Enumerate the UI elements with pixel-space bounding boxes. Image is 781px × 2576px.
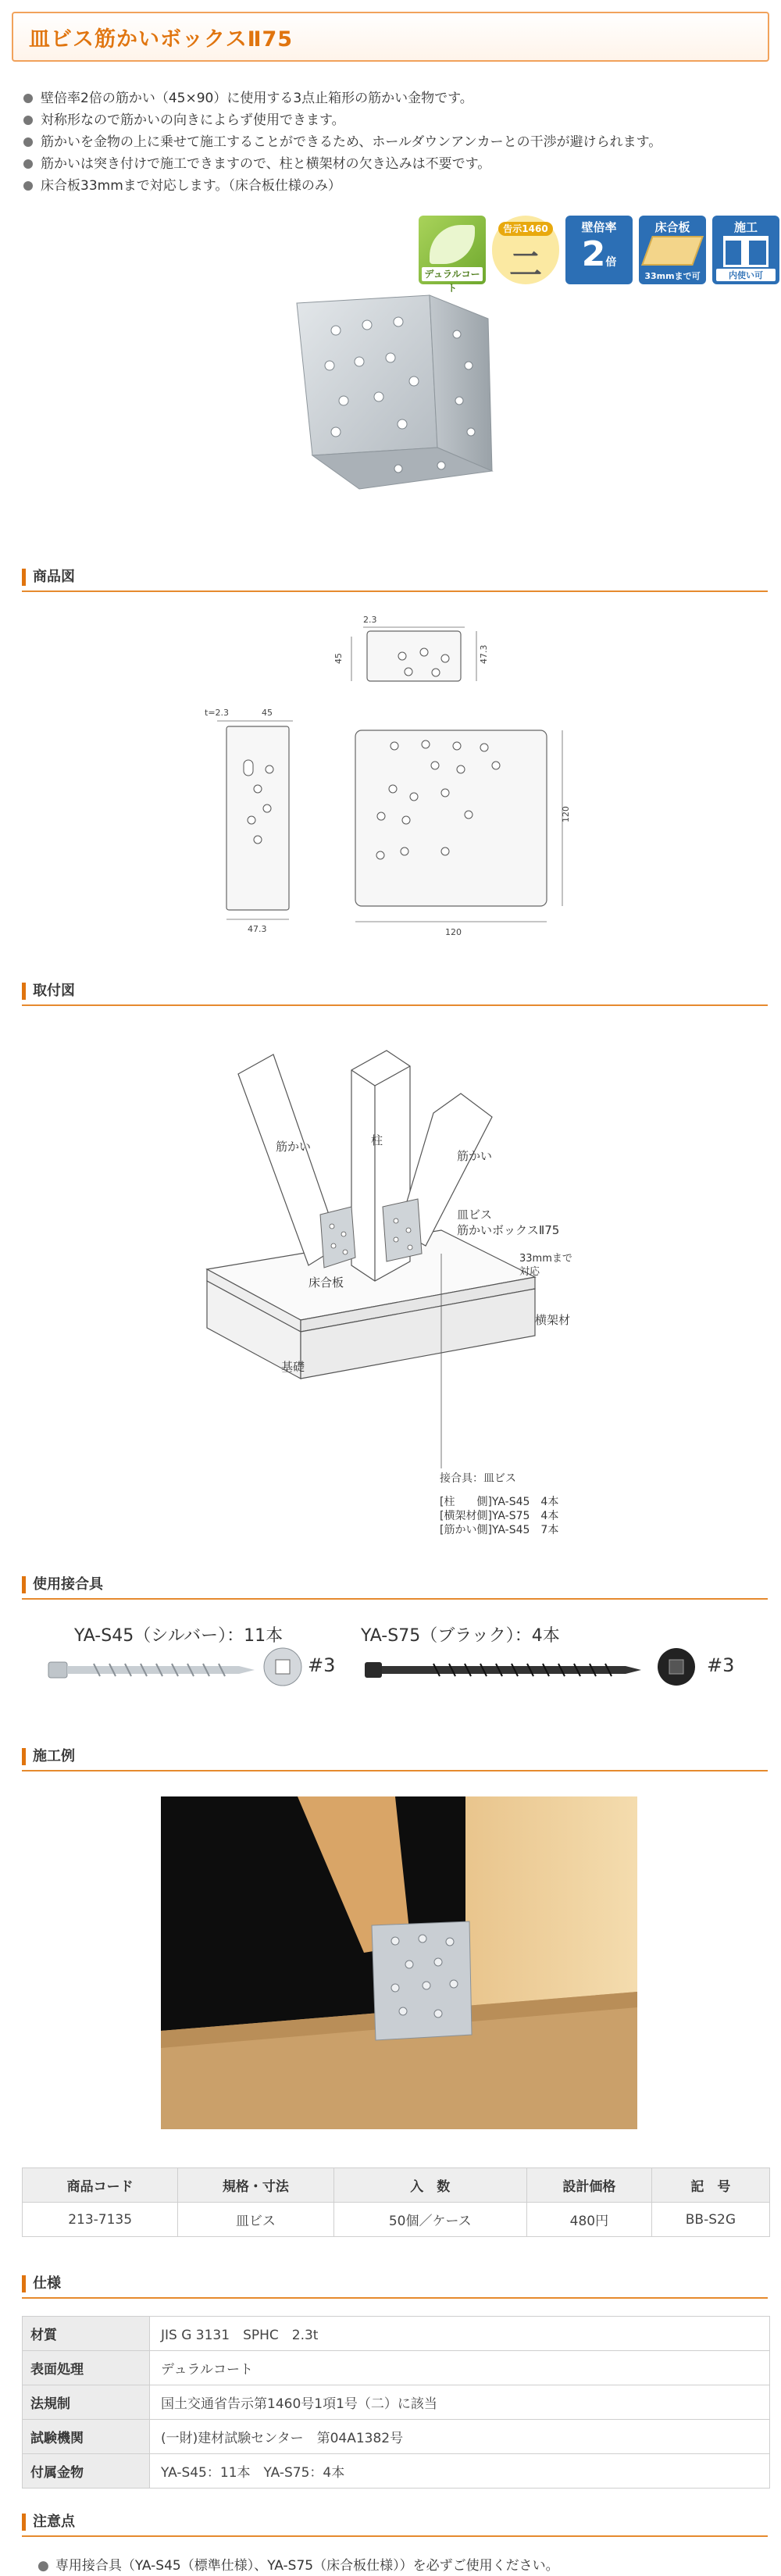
screw-black-label: YA-S75（ブラック）：4本 <box>361 1626 560 1646</box>
feature-badges <box>419 216 779 294</box>
badge-label: デュラルコート <box>422 267 483 281</box>
spec-value: JIS G 3131 SPHC 2.3t <box>150 2317 770 2351</box>
badge-label: 施工 <box>733 220 758 234</box>
table-row <box>23 2454 770 2489</box>
dim-side-thickness: t=2.3 <box>205 708 230 718</box>
screw-silver-head-icon <box>262 1647 303 1687</box>
frame-icon <box>723 236 769 267</box>
dim-front-width: 120 <box>445 927 462 937</box>
spec-label: 付属金物 <box>23 2454 150 2489</box>
feature-item: 対称形なので筋かいの向きによらず使用できます。 <box>22 109 756 131</box>
label-foundation: 基礎 <box>281 1360 305 1374</box>
spec-value: 国土交通省告示第1460号1項1号（二）に該当 <box>150 2385 770 2420</box>
table-row <box>23 2385 770 2420</box>
fastener-row: [筋かい側]YA-S45 7本 <box>440 1524 559 1536</box>
wall-ratio-badge <box>565 216 633 284</box>
dim-top-width: 47.3 <box>479 644 489 664</box>
badge-value <box>565 234 633 274</box>
spec-label: 表面処理 <box>23 2351 150 2385</box>
table-row <box>23 2317 770 2351</box>
table-row <box>23 2351 770 2385</box>
table-header: 設計価格 <box>526 2168 651 2203</box>
notice-1460-badge <box>492 216 559 284</box>
badge-label: 床合板 <box>654 220 690 234</box>
label-floor-note: 33mmまで <box>519 1253 572 1265</box>
spec-label: 材質 <box>23 2317 150 2351</box>
screw-black-head-icon <box>656 1647 697 1687</box>
screw-black-image <box>363 1654 644 1686</box>
product-drawing <box>187 605 609 957</box>
dim-side-top: 45 <box>262 708 273 718</box>
construction-photo <box>161 1796 637 2129</box>
badge-label: 告示1460 <box>498 222 553 236</box>
table-cell: 480円 <box>526 2203 651 2237</box>
label-brace-left: 筋かい <box>276 1140 312 1154</box>
section-header-drawing <box>22 562 768 592</box>
section-header-spec <box>22 2269 768 2299</box>
label-beam: 横架材 <box>535 1313 571 1327</box>
table-cell: BB-S2G <box>651 2203 769 2237</box>
title-bar <box>12 12 769 62</box>
table-row <box>23 2420 770 2454</box>
table-header: 規格・寸法 <box>178 2168 333 2203</box>
spec-label: 試験機関 <box>23 2420 150 2454</box>
section-header-install <box>22 976 768 1006</box>
section-title: 使用接合具 <box>33 1576 103 1593</box>
table-row <box>23 2203 770 2237</box>
badge-note: 33mmまで可 <box>644 271 701 281</box>
feature-item: 床合板33mmまで対応します。（床合板仕様のみ） <box>22 175 756 197</box>
badge-label: 壁倍率 <box>581 220 617 234</box>
section-title: 施工例 <box>33 1748 75 1764</box>
leaf-icon <box>430 225 475 264</box>
section-title: 仕様 <box>33 2275 61 2292</box>
spec-value: YA-S45：11本 YA-S75：4本 <box>150 2454 770 2489</box>
plywood-icon <box>641 236 704 266</box>
feature-item: 筋かいを金物の上に乗せて施工することができるため、ホールダウンアンカーとの干渉が避けられます。 <box>22 131 756 153</box>
section-header-example <box>22 1742 768 1771</box>
label-brace-right: 筋かい <box>457 1149 493 1163</box>
screw-silver-label: YA-S45（シルバー）：11本 <box>74 1626 284 1646</box>
badge-note: 内使い可 <box>716 269 776 281</box>
dural-coat-badge <box>419 216 486 294</box>
dim-top-height: 45 <box>333 653 344 664</box>
label-floor: 床合板 <box>308 1276 344 1290</box>
label-floor-note: 対応 <box>519 1266 540 1278</box>
feature-item: 筋かいは突き付けで施工できますので、柱と横架材の欠き込みは不要です。 <box>22 153 756 175</box>
table-cell: 213-7135 <box>23 2203 178 2237</box>
feature-list <box>22 87 756 197</box>
fastener-row: [横架材側]YA-S75 4本 <box>440 1510 559 1522</box>
table-header-row <box>23 2168 770 2203</box>
caution-text: ● 専用接合具（YA-S45（標準仕様）、YA-S75（床合板仕様））を必ずご使用ください。 <box>37 2554 559 2574</box>
fastener-row: [柱 側]YA-S45 4本 <box>440 1496 559 1508</box>
dim-front-height: 120 <box>561 806 571 822</box>
screw-silver-image <box>47 1654 258 1686</box>
fastener-title: 接合具：皿ビス <box>440 1472 516 1485</box>
product-image <box>281 287 500 522</box>
construction-badge <box>712 216 779 284</box>
section-header-fasteners <box>22 1570 768 1600</box>
section-title: 取付図 <box>33 983 75 999</box>
install-drawing <box>191 1019 629 1558</box>
spec-value: (一財)建材試験センター 第04A1382号 <box>150 2420 770 2454</box>
floor-plywood-badge <box>639 216 706 284</box>
table-header: 記 号 <box>651 2168 769 2203</box>
table-header: 入 数 <box>333 2168 526 2203</box>
feature-item: 壁倍率2倍の筋かい（45×90）に使用する3点止箱形の筋かい金物です。 <box>22 87 756 109</box>
spec-value: デュラルコート <box>150 2351 770 2385</box>
badge-value: 二 <box>508 245 542 284</box>
table-cell: 皿ビス <box>178 2203 333 2237</box>
drive-size-silver: #3 <box>308 1654 336 1676</box>
spec-table <box>22 2316 770 2489</box>
section-title: 商品図 <box>33 569 75 585</box>
wall-ratio-value: 2 <box>581 234 606 274</box>
section-header-caution <box>22 2507 768 2537</box>
dim-top-thickness: 2.3 <box>363 615 377 625</box>
table-header: 商品コード <box>23 2168 178 2203</box>
section-title: 注意点 <box>33 2514 75 2530</box>
page-title: 皿ビス筋かいボックスⅡ75 <box>29 27 294 52</box>
spec-label: 法規制 <box>23 2385 150 2420</box>
drive-size-black: #3 <box>707 1654 735 1676</box>
label-product: 皿ビス <box>457 1208 493 1222</box>
wall-ratio-unit: 倍 <box>605 256 617 269</box>
dim-side-bottom: 47.3 <box>248 924 267 934</box>
label-post: 柱 <box>371 1133 383 1147</box>
product-table <box>22 2167 770 2237</box>
table-cell: 50個／ケース <box>333 2203 526 2237</box>
label-product: 筋かいボックスⅡ75 <box>457 1223 560 1237</box>
